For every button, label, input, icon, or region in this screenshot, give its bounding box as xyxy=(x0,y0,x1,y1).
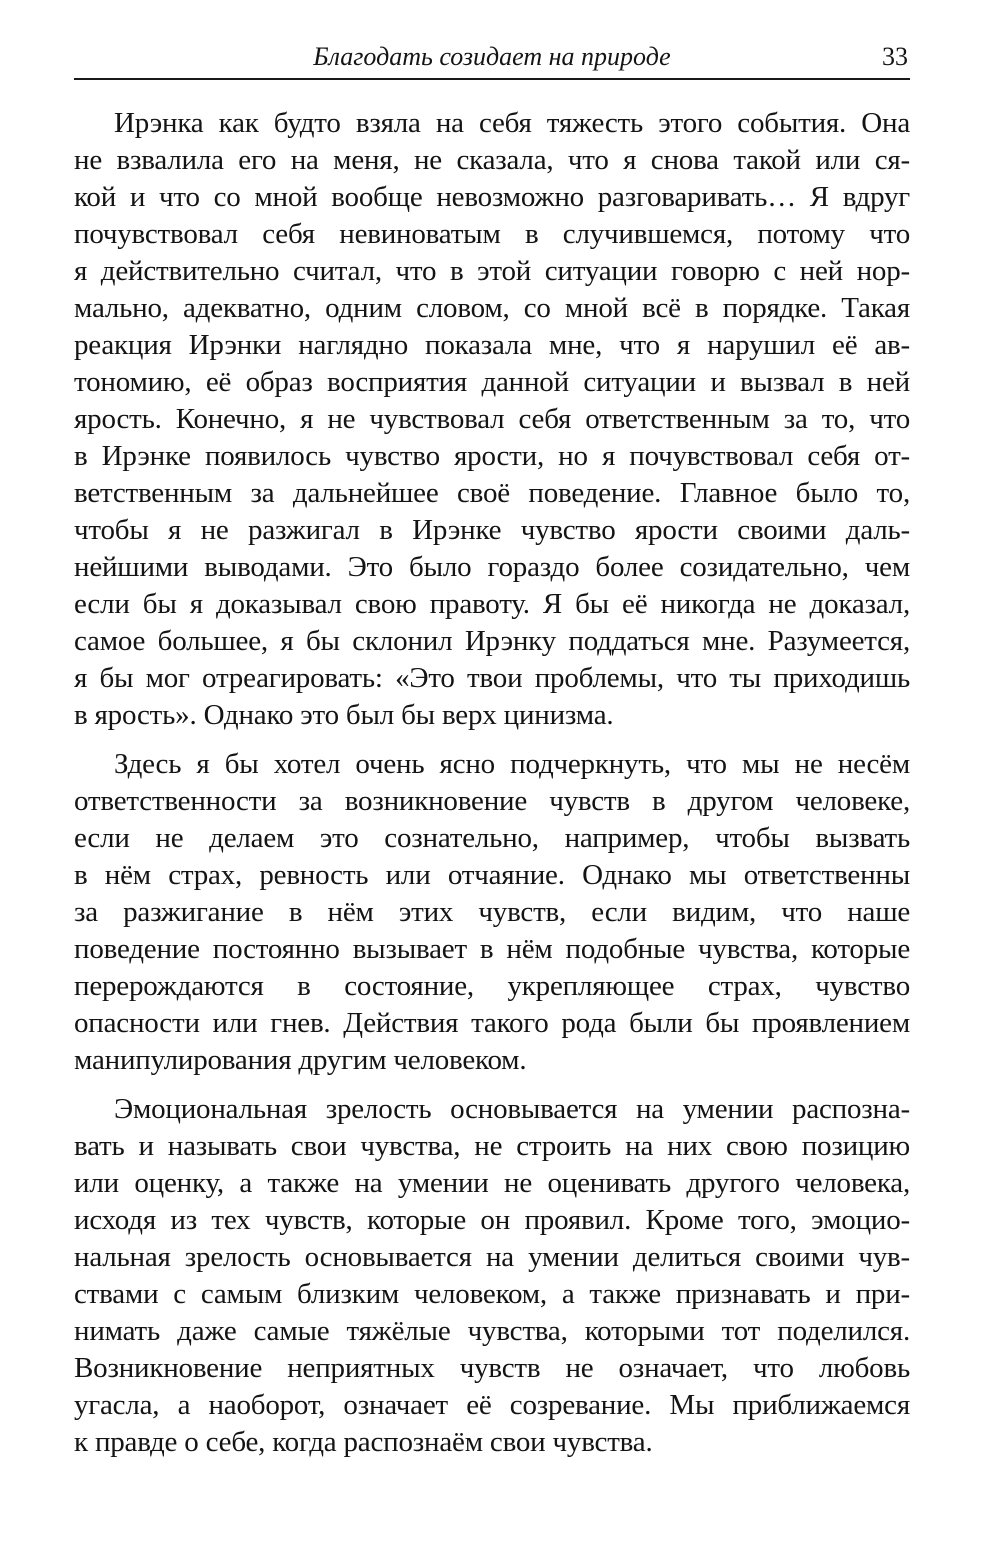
text-line: чтобы я не разжигал в Ирэнке чувство ярости своими даль- xyxy=(74,514,910,546)
text-line: кой и что со мной вообще невозможно разговаривать… Я вдруг xyxy=(74,181,910,213)
page-number: 33 xyxy=(882,42,908,71)
text-line: в ярость». Однако это был бы верх цинизма. xyxy=(74,699,614,731)
text-line: Возникновение неприятных чувств не означает, что любовь xyxy=(74,1352,910,1384)
text-line: ответственности за возникновение чувств в другом человеке, xyxy=(74,785,910,817)
text-line: ствами с самым близким человеком, а также признавать и при- xyxy=(74,1278,910,1310)
text-line: нейшими выводами. Это было гораздо более созидательно, чем xyxy=(74,551,910,583)
text-line: поведение постоянно вызывает в нём подобные чувства, которые xyxy=(74,933,910,965)
text-line: я действительно считал, что в этой ситуации говорю с ней нор- xyxy=(74,255,910,287)
text-line: если бы я доказывал свою правоту. Я бы её никогда не доказал, xyxy=(74,588,910,620)
paragraph xyxy=(74,1091,910,1461)
text-line: ветственным за дальнейшее своё поведение. Главное было то, xyxy=(74,477,910,509)
text-line: за разжигание в нём этих чувств, если видим, что наше xyxy=(74,896,910,928)
text-line: в Ирэнке появилось чувство ярости, но я почувствовал себя от- xyxy=(74,440,910,472)
text-line: самое большее, я бы склонил Ирэнку поддаться мне. Разумеется, xyxy=(74,625,910,657)
text-line: если не делаем это сознательно, например, чтобы вызвать xyxy=(74,822,910,854)
text-line: угасла, а наоборот, означает её созревание. Мы приближаемся xyxy=(74,1389,910,1421)
text-line: ярость. Конечно, я не чувствовал себя ответственным за то, что xyxy=(74,403,910,435)
text-line: нальная зрелость основывается на умении делиться своими чув- xyxy=(74,1241,910,1273)
text-line: я бы мог отреагировать: «Это твои проблемы, что ты приходишь xyxy=(74,662,910,694)
text-line: исходя из тех чувств, которые он проявил. Кроме того, эмоцио- xyxy=(74,1204,910,1236)
body-text xyxy=(74,105,910,1473)
text-line: манипулирования другим человеком. xyxy=(74,1044,527,1076)
text-line: Ирэнка как будто взяла на себя тяжесть этого события. Она xyxy=(114,107,910,139)
text-line: почувствовал себя невиноватым в случившемся, потому что xyxy=(74,218,910,250)
text-line: не взвалила его на меня, не сказала, что я снова такой или ся- xyxy=(74,144,910,176)
text-line: Эмоциональная зрелость основывается на умении распозна- xyxy=(114,1093,910,1125)
text-line: тономию, её образ восприятия данной ситуации и вызвал в ней xyxy=(74,366,910,398)
running-title: Благодать созидает на природе xyxy=(313,42,671,71)
text-line: в нём страх, ревность или отчаяние. Однако мы ответственны xyxy=(74,859,910,891)
text-line: или оценку, а также на умении не оценивать другого человека, xyxy=(74,1167,910,1199)
text-line: перерождаются в состояние, укрепляющее страх, чувство xyxy=(74,970,910,1002)
text-line: нимать даже самые тяжёлые чувства, которыми тот поделился. xyxy=(74,1315,910,1347)
paragraph xyxy=(74,105,910,734)
running-header xyxy=(74,38,910,80)
text-line: опасности или гнев. Действия такого рода были бы проявлением xyxy=(74,1007,910,1039)
text-line: мально, адекватно, одним словом, со мной всё в порядке. Такая xyxy=(74,292,910,324)
text-line: вать и называть свои чувства, не строить на них свою позицию xyxy=(74,1130,910,1162)
text-line: реакция Ирэнки наглядно показала мне, что я нарушил её ав- xyxy=(74,329,910,361)
text-line: Здесь я бы хотел очень ясно подчеркнуть, что мы не несём xyxy=(114,748,910,780)
paragraph xyxy=(74,746,910,1079)
text-line: к правде о себе, когда распознаём свои чувства. xyxy=(74,1426,653,1458)
